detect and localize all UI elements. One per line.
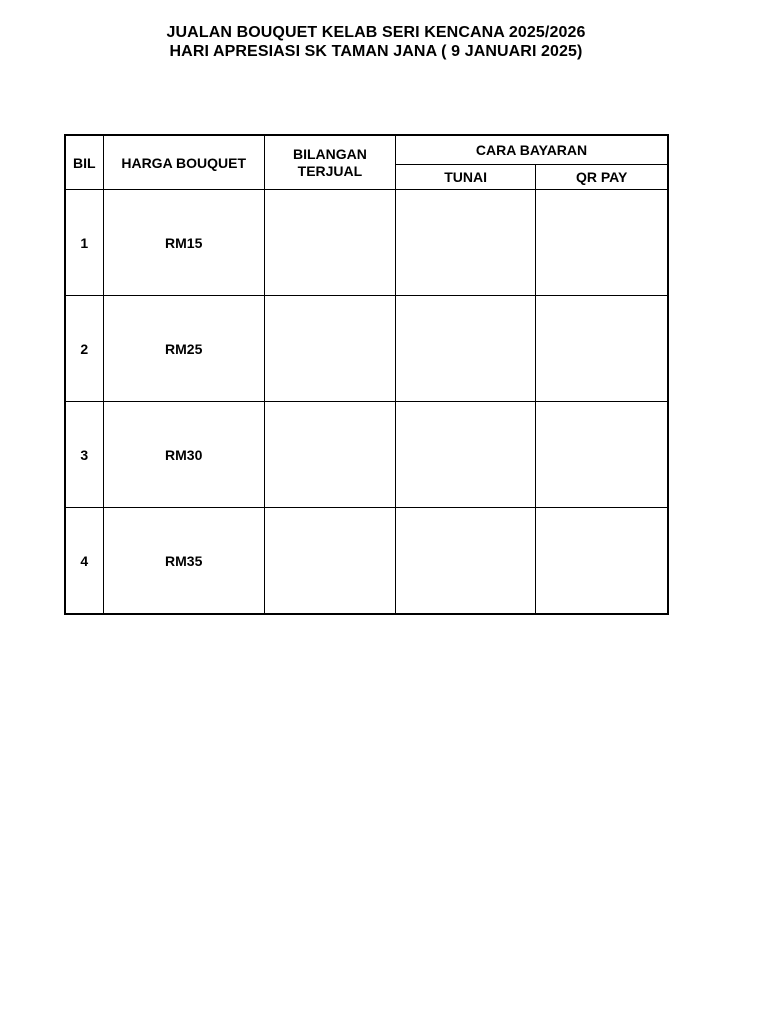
cell-bilangan[interactable] bbox=[264, 190, 395, 296]
table-row bbox=[65, 402, 668, 508]
cell-tunai[interactable] bbox=[396, 296, 536, 402]
cell-bilangan[interactable] bbox=[264, 508, 395, 615]
cell-bilangan[interactable] bbox=[264, 296, 395, 402]
header-harga-bouquet: HARGA BOUQUET bbox=[103, 135, 264, 190]
cell-bil: 4 bbox=[65, 508, 103, 615]
header-cara-bayaran: CARA BAYARAN bbox=[396, 135, 668, 165]
cell-bil: 3 bbox=[65, 402, 103, 508]
table-header-row bbox=[65, 135, 668, 165]
header-bil: BIL bbox=[65, 135, 103, 190]
header-qr-pay: QR PAY bbox=[536, 165, 668, 190]
cell-tunai[interactable] bbox=[396, 402, 536, 508]
cell-tunai[interactable] bbox=[396, 190, 536, 296]
table-row bbox=[65, 190, 668, 296]
table-row bbox=[65, 296, 668, 402]
cell-harga: RM15 bbox=[103, 190, 264, 296]
page-title: JUALAN BOUQUET KELAB SERI KENCANA 2025/2026 bbox=[166, 24, 586, 41]
cell-qr-pay[interactable] bbox=[536, 508, 668, 615]
cell-tunai[interactable] bbox=[396, 508, 536, 615]
header-bilangan-line1: BILANGAN bbox=[292, 145, 367, 162]
cell-qr-pay[interactable] bbox=[536, 402, 668, 508]
cell-harga: RM35 bbox=[103, 508, 264, 615]
document-header bbox=[0, 23, 752, 61]
sales-table bbox=[64, 134, 669, 615]
cell-qr-pay[interactable] bbox=[536, 296, 668, 402]
header-bilangan-terjual bbox=[264, 135, 395, 190]
header-tunai: TUNAI bbox=[396, 165, 536, 190]
table-row bbox=[65, 508, 668, 615]
header-bilangan-line2: TERJUAL bbox=[297, 162, 363, 179]
cell-bil: 2 bbox=[65, 296, 103, 402]
page-subtitle: HARI APRESIASI SK TAMAN JANA ( 9 JANUARI 2025) bbox=[169, 43, 583, 60]
cell-bil: 1 bbox=[65, 190, 103, 296]
cell-harga: RM30 bbox=[103, 402, 264, 508]
cell-harga: RM25 bbox=[103, 296, 264, 402]
cell-bilangan[interactable] bbox=[264, 402, 395, 508]
cell-qr-pay[interactable] bbox=[536, 190, 668, 296]
